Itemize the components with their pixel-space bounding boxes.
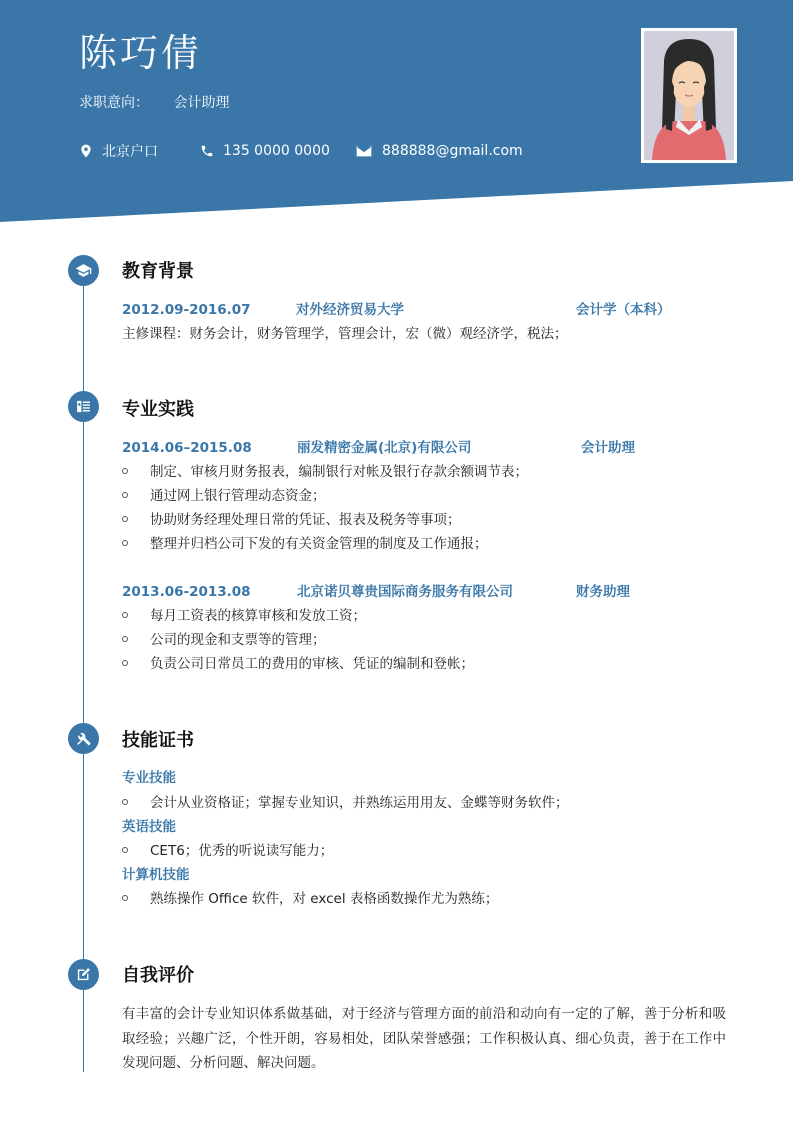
- experience-section-icon: [68, 391, 99, 422]
- tools-icon: [75, 730, 92, 747]
- education-section-icon: [68, 255, 99, 286]
- job-company: 丽发精密金属(北京)有限公司: [297, 440, 472, 456]
- experience-title: 专业实践: [122, 399, 194, 420]
- email-text[interactable]: 888888@gmail.com: [382, 143, 523, 159]
- skill-group-name: 专业技能: [122, 770, 176, 786]
- contact-location: [79, 140, 158, 162]
- bullet-dot: [122, 847, 128, 853]
- list-card-icon: [75, 398, 92, 415]
- self-eval-title: 自我评价: [122, 965, 194, 986]
- candidate-name: 陈巧倩: [79, 31, 203, 75]
- bullet-dot: [122, 799, 128, 805]
- location-text: 北京户口: [102, 144, 158, 160]
- job-period: 2014.06–2015.08: [122, 440, 252, 456]
- job-intent: [79, 92, 229, 112]
- avatar-illustration: [644, 31, 734, 160]
- self-eval-text: 有丰富的会计专业知识体系做基础，对于经济与管理方面的前沿和动向有一定的了解，善于分析和吸取经验；兴趣广泛，个性开朗，容易相处，团队荣誉感强；工作积极认真、细心负责，善于在工作中发现问题、分析问题、解决问题。: [122, 1006, 726, 1071]
- skill-group-name: 英语技能: [122, 819, 176, 835]
- bullet-dot: [122, 540, 128, 546]
- bullet-dot: [122, 660, 128, 666]
- phone-text[interactable]: 135 0000 0000: [223, 143, 330, 159]
- profile-photo: [641, 28, 737, 163]
- skills-title: 技能证书: [122, 730, 194, 751]
- job-row: [122, 582, 722, 602]
- bullet-dot: [122, 468, 128, 474]
- contact-email: [356, 140, 523, 162]
- education-courses: 主修课程：财务会计，财务管理学，管理会计，宏（微）观经济学，税法；: [122, 326, 568, 342]
- job-period: 2013.06-2013.08: [122, 584, 251, 600]
- education-title: 教育背景: [122, 261, 194, 282]
- education-major: 会计学（本科）: [576, 302, 671, 318]
- bullet-dot: [122, 516, 128, 522]
- graduation-cap-icon: [75, 262, 92, 279]
- bullet-dot: [122, 636, 128, 642]
- education-period: 2012.09-2016.07: [122, 302, 251, 318]
- self-eval-section-icon: [68, 959, 99, 990]
- education-school: 对外经济贸易大学: [296, 302, 404, 318]
- skill-group-name: 计算机技能: [122, 867, 190, 883]
- job-role: 财务助理: [576, 584, 630, 600]
- skills-section-icon: [68, 723, 99, 754]
- map-pin-icon: [79, 144, 93, 158]
- contact-phone: [200, 140, 330, 162]
- phone-icon: [200, 144, 214, 158]
- bullet-dot: [122, 492, 128, 498]
- job-role: 会计助理: [581, 440, 635, 456]
- bullet-dot: [122, 612, 128, 618]
- education-row: [122, 300, 722, 320]
- job-company: 北京诺贝尊贵国际商务服务有限公司: [297, 584, 513, 600]
- job-row: [122, 438, 722, 458]
- job-intent-value: 会计助理: [173, 95, 230, 111]
- bullet-dot: [122, 895, 128, 901]
- edit-icon: [75, 966, 92, 983]
- job-intent-label: 求职意向：: [79, 95, 149, 111]
- envelope-icon: [356, 144, 372, 158]
